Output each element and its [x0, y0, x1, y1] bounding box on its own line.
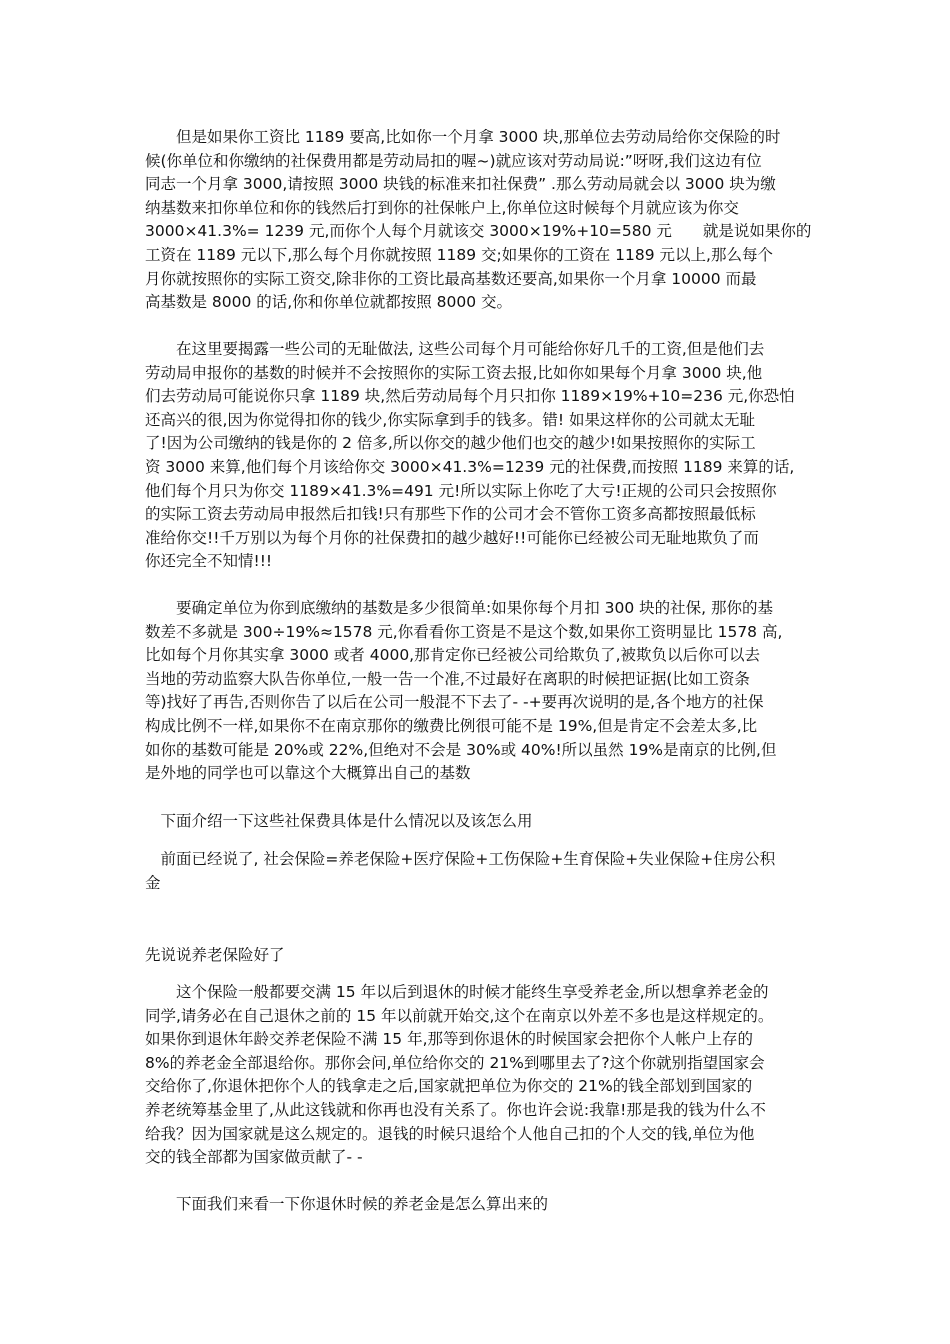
text-line: 数差不多就是 300÷19%≈1578 元,你看看你工资是不是这个数,如果你工资明显比 1578 高, — [145, 622, 783, 641]
text-line: 高基数是 8000 的话,你和你单位就都按照 8000 交。 — [145, 293, 513, 312]
paragraph-pension-calculation-intro — [145, 1193, 810, 1217]
text-line: 是外地的同学也可以靠这个大概算出自己的基数 — [145, 764, 471, 783]
paragraph-contribution-base — [145, 126, 810, 315]
heading-pension-insurance — [145, 944, 810, 968]
text-line: 如你的基数可能是 20%或 22%,但绝对不会是 30%或 40%!所以虽然 19%是南京的比例,但 — [145, 740, 777, 759]
text-line: 月你就按照你的实际工资交,除非你的工资比最高基数还要高,如果你一个月拿 10000 而最 — [145, 269, 757, 288]
text-line: 比如每个月你其实拿 3000 或者 4000,那肯定你已经被公司给欺负了,被欺负以后你可以去 — [145, 646, 761, 665]
text-line: 资 3000 来算,他们每个月该给你交 3000×41.3%=1239 元的社保费,而按照 1189 来算的话, — [145, 457, 795, 476]
text-line: 交的钱全部都为国家做贡献了- - — [145, 1148, 363, 1167]
text-line: 养老统筹基金里了,从此这钱就和你再也没有关系了。你也许会说:我靠!那是我的钱为什么不 — [145, 1100, 766, 1119]
text-line: 同学,请务必在自己退休之前的 15 年以前就开始交,这个在南京以外差不多也是这样规定的。 — [145, 1006, 774, 1025]
text-line: 准给你交!!千万别以为每个月你的社保费扣的越少越好!!可能你已经被公司无耻地欺负了而 — [145, 528, 759, 547]
text-line: 给我？因为国家就是这么规定的。退钱的时候只退给个人他自己扣的个人交的钱,单位为他 — [145, 1124, 755, 1143]
text-line: 还高兴的很,因为你觉得扣你的钱少,你实际拿到手的钱多。错! 如果这样你的公司就太无耻 — [145, 410, 755, 429]
text-line: 要确定单位为你到底缴纳的基数是多少很简单:如果你每个月扣 300 块的社保, 那你的基 — [145, 599, 774, 617]
text-line: 当地的劳动监察大队告你单位,一般一告一个准,不过最好在离职的时候把证据(比如工资条 — [145, 669, 750, 688]
text-line: 交给你了,你退休把你个人的钱拿走之后,国家就把单位为你交的 21%的钱全部划到国家的 — [145, 1077, 753, 1096]
text-line: 下面介绍一下这些社保费具体是什么情况以及该怎么用 — [145, 812, 533, 830]
text-line: 了!因为公司缴纳的钱是你的 2 倍多,所以你交的越少他们也交的越少!如果按照你的实际工 — [145, 434, 756, 453]
text-line: 们去劳动局可能说你只拿 1189 块,然后劳动局每个月只扣你 1189×19%+10=236 元,你恐怕 — [145, 387, 795, 406]
paragraph-social-insurance-formula — [145, 848, 810, 895]
text-line: 先说说养老保险好了 — [145, 946, 285, 964]
text-line: 等)找好了再告,否则你告了以后在公司一般混不下去了- -+要再次说明的是,各个地方的社保 — [145, 693, 764, 712]
text-line: 如果你到退休年龄交养老保险不满 15 年,那等到你退休的时候国家会把你个人帐户上存的 — [145, 1030, 754, 1049]
paragraph-company-tricks — [145, 338, 810, 574]
paragraph-intro-fees — [145, 810, 810, 834]
text-line: 前面已经说了, 社会保险=养老保险+医疗保险+工伤保险+生育保险+失业保险+住房公积 — [145, 850, 776, 868]
text-line: 8%的养老金全部退给你。那你会问,单位给你交的 21%到哪里去了?这个你就别指望国家会 — [145, 1053, 765, 1072]
text-line: 他们每个月只为你交 1189×41.3%=491 元!所以实际上你吃了大亏!正规的公司只会按照你 — [145, 481, 777, 500]
text-line: 3000×41.3%= 1239 元,而你个人每个月就该交 3000×19%+10=580 元 就是说如果你的 — [145, 222, 812, 241]
text-line: 但是如果你工资比 1189 要高,比如你一个月拿 3000 块,那单位去劳动局给你交保险的时 — [145, 128, 781, 146]
text-line: 劳动局申报你的基数的时候并不会按照你的实际工资去报,比如你如果每个月拿 3000 块,他 — [145, 363, 763, 382]
text-line: 纳基数来扣你单位和你的钱然后打到你的社保帐户上,你单位这时候每个月就应该为你交 — [145, 198, 739, 217]
text-line: 同志一个月拿 3000,请按照 3000 块钱的标准来扣社保费” .那么劳动局就会以 3000 块为缴 — [145, 175, 776, 194]
text-line: 工资在 1189 元以下,那么每个月你就按照 1189 交;如果你的工资在 1189 元以上,那么每个 — [145, 245, 773, 264]
paragraph-check-base — [145, 597, 810, 786]
text-line: 下面我们来看一下你退休时候的养老金是怎么算出来的 — [145, 1195, 549, 1213]
text-line: 在这里要揭露一些公司的无耻做法, 这些公司每个月可能给你好几千的工资,但是他们去 — [145, 340, 765, 358]
text-line: 这个保险一般都要交满 15 年以后到退休的时候才能终生享受养老金,所以想拿养老金的 — [145, 983, 769, 1001]
text-line: 的实际工资去劳动局申报然后扣钱!只有那些下作的公司才会不管你工资多高都按照最低标 — [145, 505, 756, 524]
text-line: 你还完全不知情!!! — [145, 552, 273, 571]
text-line: 构成比例不一样,如果你不在南京那你的缴费比例很可能不是 19%,但是肯定不会差太多,比 — [145, 716, 758, 735]
text-line: 金 — [145, 873, 161, 892]
paragraph-pension-rules — [145, 981, 810, 1170]
text-line: 候(你单位和你缴纳的社保费用都是劳动局扣的喔~)就应该对劳动局说:”呀呀,我们这边有位 — [145, 151, 762, 170]
